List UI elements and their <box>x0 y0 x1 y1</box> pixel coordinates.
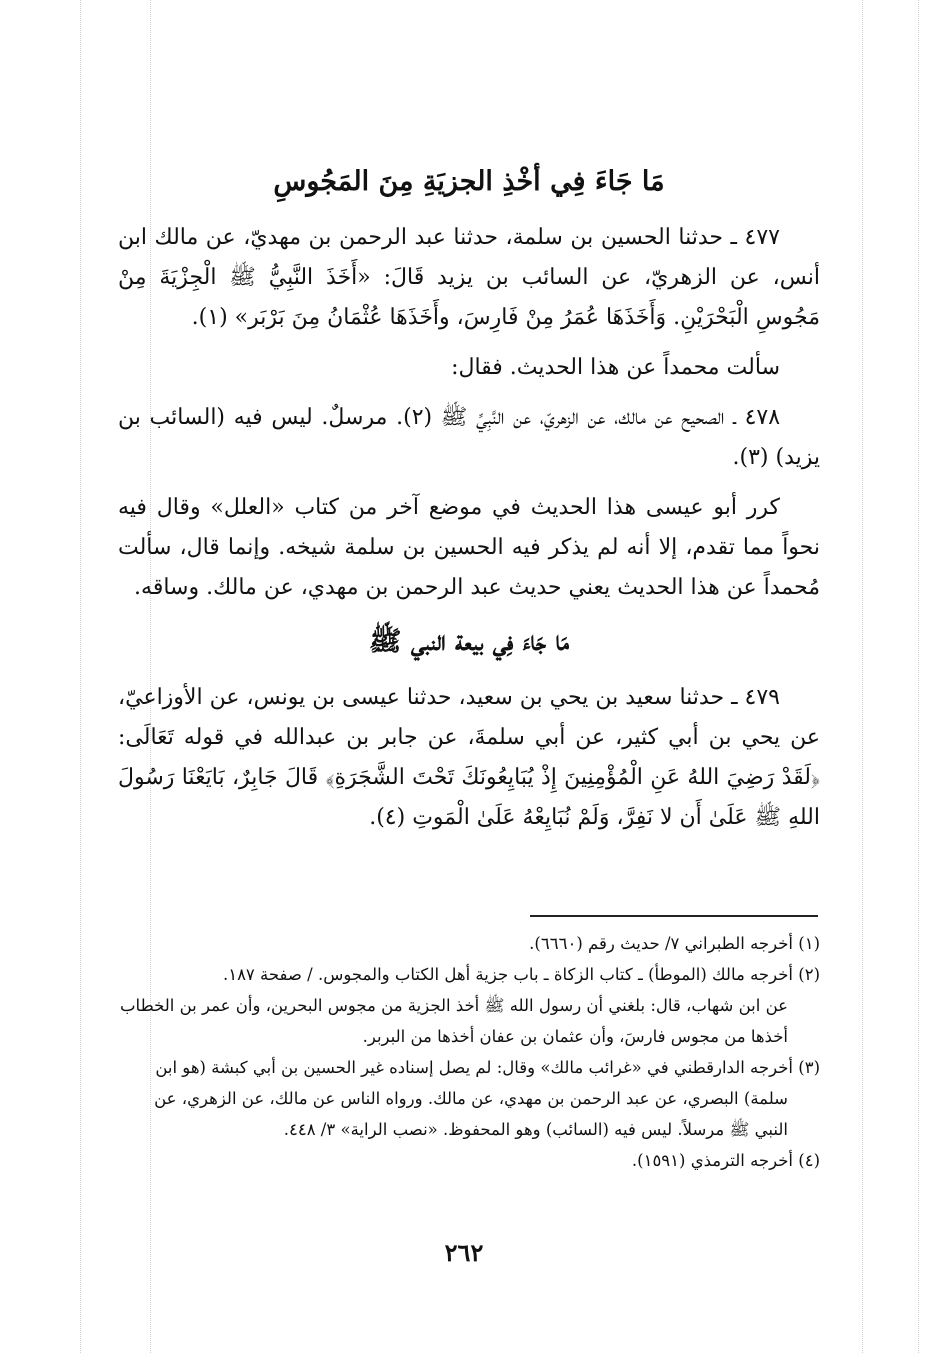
scan-guide-line <box>918 0 919 1353</box>
footnotes <box>118 928 820 1176</box>
page-number: ٢٦٢ <box>444 1238 484 1267</box>
hadith-478: ٤٧٨ ـ الصحيح عن مالك، عن الزهريّ، عن النَّبِيِّ ﷺ (٢). مرسلٌ. ليس فيه (السائب بن يزيد) (٣). <box>118 405 820 470</box>
footnote-2: (٢) أخرجه مالك (الموطأ) ـ كتاب الزكاة ـ باب جزية أهل الكتاب والمجوس. / صفحة ١٨٧. <box>222 965 820 984</box>
commentary-paragraph: كرر أبو عيسى هذا الحديث في موضع آخر من كتاب «العلل» وقال فيه نحواً مما تقدم، إلا أنه لم يذكر فيه الحسين بن سلمة شيخه. وإنما قال، سألت مُحمداً عن هذا الحديث يعني حديث عبد الرحمن بن مهدي، عن مالك. وساقه. <box>118 495 820 600</box>
hadith-479: ٤٧٩ ـ حدثنا سعيد بن يحي بن سعيد، حدثنا عيسى بن يونس، عن الأوزاعيّ، عن يحي بن أبي كثير، عن أبي سلمةَ، عن جابر بن عبدالله في قوله تَعَالَى: ﴿لَقَدْ رَضِيَ اللهُ عَنِ الْمُؤْمِنِينَ إِذْ يُبَايِعُونَكَ تَحْتَ الشَّجَرَةِ﴾ قَالَ جَابِرٌ، بَايَعْنَا رَسُولَ اللهِ ﷺ عَلَىٰ أَن لا نَفِرَّ، وَلَمْ نُبَايِعْهُ عَلَىٰ الْمَوتِ (٤). <box>118 685 820 830</box>
footnote-1: (١) أخرجه الطبراني ٧/ حديث رقم (٦٦٦٠). <box>529 934 820 953</box>
main-text <box>118 150 820 848</box>
footnote-2-continued: عن ابن شهاب، قال: بلغني أن رسول الله ﷺ أخذ الجزية من مجوس البحرين، وأن عمر بن الخطاب أخذها من مجوس فارسَ، وأن عثمان بن عفان أخذها من البربر. <box>120 996 788 1046</box>
scan-guide-line <box>862 0 863 1353</box>
chapter-title-baya: مَا جَاءَ فِي بيعة النبي ﷺ <box>368 626 570 657</box>
footnote-3-continued: سلمة) البصري، عن عبد الرحمن بن مهدي، عن مالك. ورواه الناس عن مالك، عن الزهري، عن النبي ﷺ مرسلاً. ليس فيه (السائب) وهو المحفوظ. «نصب الراية» ٣/ ٤٤٨. <box>154 1089 788 1139</box>
chapter-title-jizya: مَا جَاءَ فِي أخْذِ الجزيَةِ مِنَ المَجُوسِ <box>273 166 665 197</box>
footnote-divider <box>530 915 818 917</box>
footnote-3: (٣) أخرجه الدارقطني في «غرائب مالك» وقال: لم يصل إسناده غير الحسين بن أبي كبشة (هو ابن <box>155 1058 820 1077</box>
question-line: سألت محمداً عن هذا الحديث. فقال: <box>451 355 780 380</box>
footnote-4: (٤) أخرجه الترمذي (١٥٩١). <box>631 1151 820 1170</box>
hadith-477: ٤٧٧ ـ حدثنا الحسين بن سلمة، حدثنا عبد الرحمن بن مهديّ، عن مالك ابن أنس، عن الزهريّ، عن السائب بن يزيد قَالَ: «أَخَذَ النَّبِيُّ ﷺ الْجِزْيَةَ مِنْ مَجُوسِ الْبَحْرَيْنِ. وَأَخَذَهَا عُمَرُ مِنْ فَارِسَ، وأَخَذَهَا عُثْمَانُ مِنَ بَرْبَر» (١). <box>118 225 820 330</box>
scan-guide-line <box>80 0 81 1353</box>
